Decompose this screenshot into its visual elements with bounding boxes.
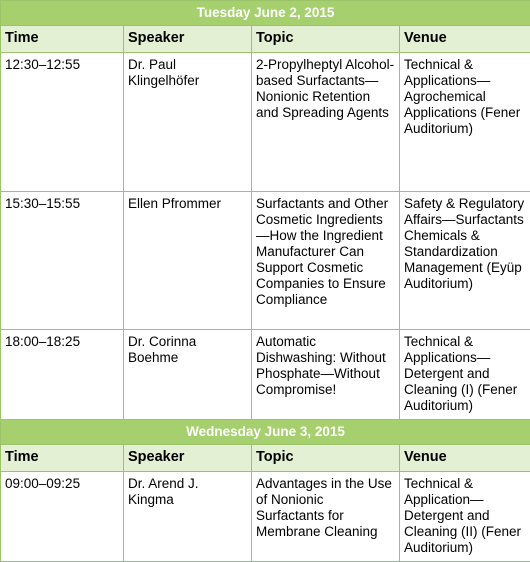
column-header-speaker: Speaker bbox=[124, 445, 252, 472]
session-speaker: Ellen Pfrommer bbox=[124, 192, 252, 330]
session-topic: Surfactants and Other Cosmetic Ingredients—How the Ingredient Manufacturer Can Support Cosmetic Companies to Ensure Compliance bbox=[252, 192, 400, 330]
session-speaker: Dr. Corinna Boehme bbox=[124, 330, 252, 420]
column-header-speaker: Speaker bbox=[124, 26, 252, 53]
table-row bbox=[1, 192, 530, 330]
session-venue: Technical & Application—Detergent and Cleaning (II) (Fener Auditorium) bbox=[400, 472, 530, 562]
column-header-time: Time bbox=[1, 445, 124, 472]
day-header-row bbox=[1, 1, 530, 26]
session-venue: Technical & Applications—Detergent and Cleaning (I) (Fener Auditorium) bbox=[400, 330, 530, 420]
session-topic: Automatic Dishwashing: Without Phosphate—Without Compromise! bbox=[252, 330, 400, 420]
table-row bbox=[1, 330, 530, 420]
session-speaker: Dr. Arend J. Kingma bbox=[124, 472, 252, 562]
session-venue: Safety & Regulatory Affairs—Surfactants Chemicals & Standardization Management (Eyüp Auditorium) bbox=[400, 192, 530, 330]
table-row bbox=[1, 472, 530, 562]
session-time: 15:30–15:55 bbox=[1, 192, 124, 330]
day-title: Tuesday June 2, 2015 bbox=[1, 1, 530, 26]
table-row bbox=[1, 53, 530, 192]
day-header-row bbox=[1, 420, 530, 445]
column-header-topic: Topic bbox=[252, 26, 400, 53]
session-topic: Advantages in the Use of Nonionic Surfactants for Membrane Cleaning bbox=[252, 472, 400, 562]
column-header-topic: Topic bbox=[252, 445, 400, 472]
column-header-row bbox=[1, 26, 530, 53]
day-title: Wednesday June 3, 2015 bbox=[1, 420, 530, 445]
session-topic: 2-Propylheptyl Alcohol-based Surfactants—Nonionic Retention and Spreading Agents bbox=[252, 53, 400, 192]
column-header-row bbox=[1, 445, 530, 472]
session-time: 12:30–12:55 bbox=[1, 53, 124, 192]
session-time: 09:00–09:25 bbox=[1, 472, 124, 562]
column-header-time: Time bbox=[1, 26, 124, 53]
session-time: 18:00–18:25 bbox=[1, 330, 124, 420]
column-header-venue: Venue bbox=[400, 26, 530, 53]
session-speaker: Dr. Paul Klingelhöfer bbox=[124, 53, 252, 192]
session-venue: Technical & Applications—Agrochemical Applications (Fener Auditorium) bbox=[400, 53, 530, 192]
column-header-venue: Venue bbox=[400, 445, 530, 472]
